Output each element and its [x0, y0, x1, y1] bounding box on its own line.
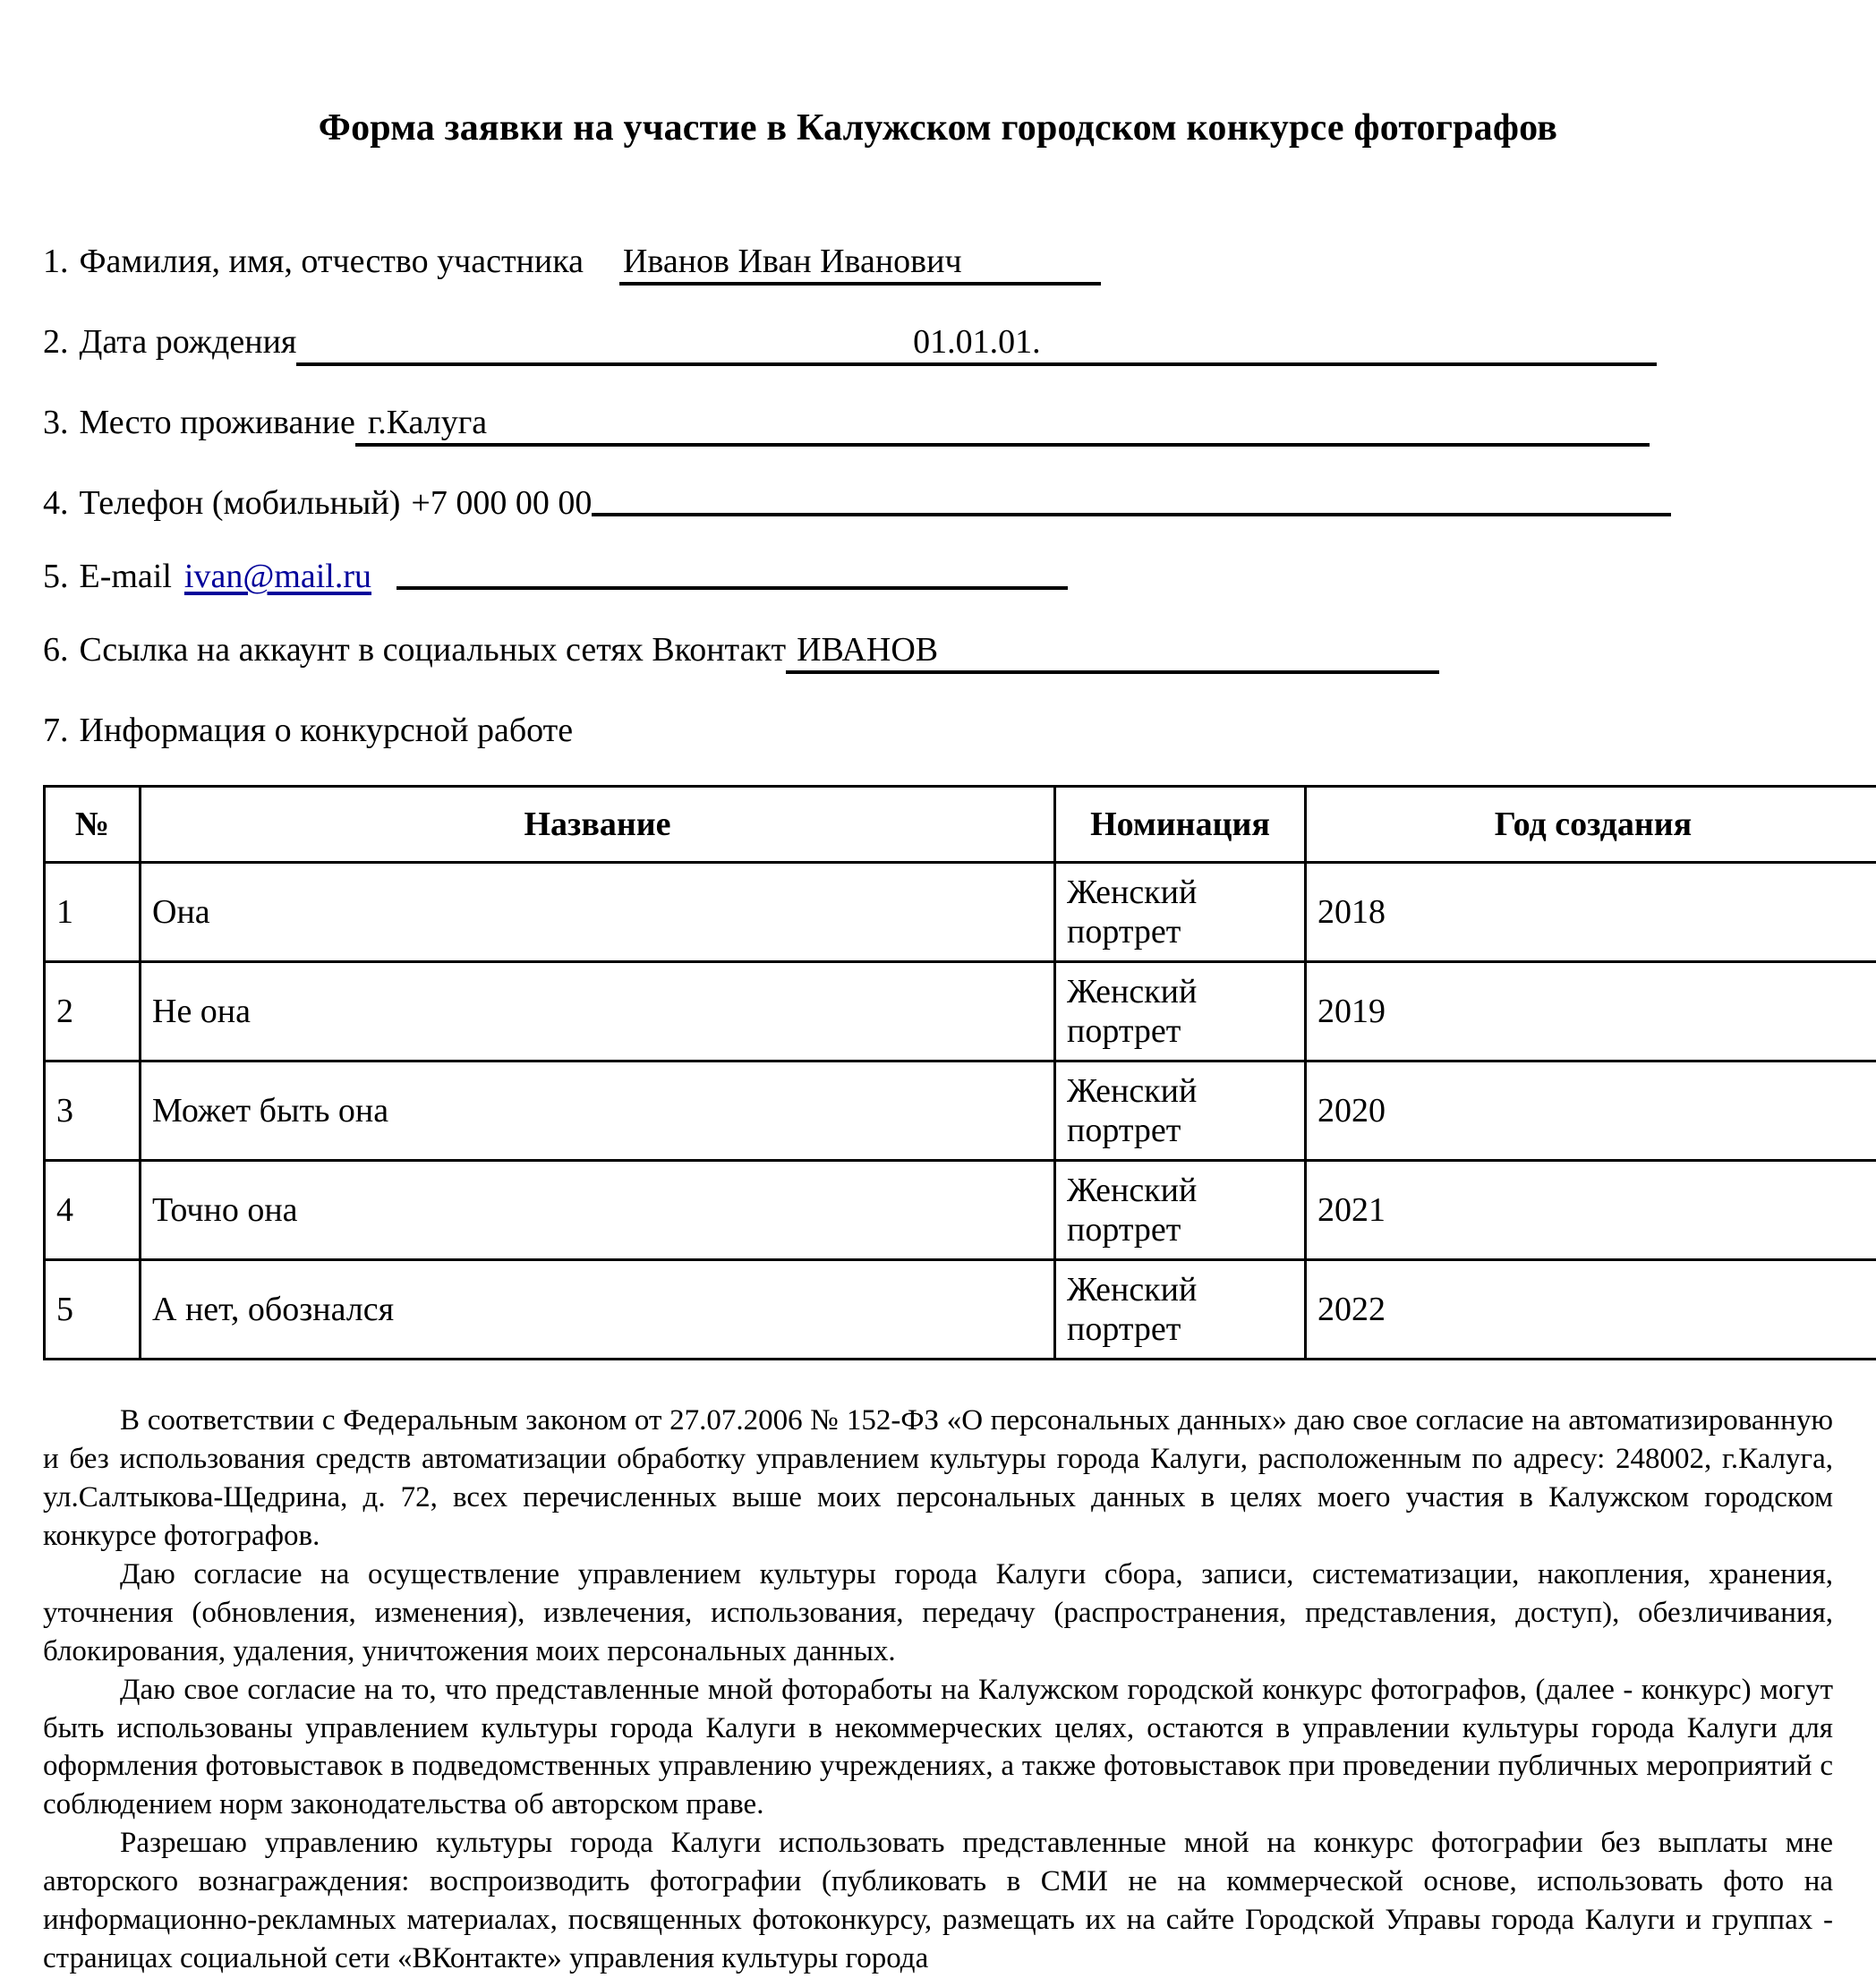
table-row — [45, 962, 1876, 1061]
table-row — [45, 1260, 1876, 1360]
consent-paragraph: Даю свое согласие на то, что представленные мной фотоработы на Калужском городской конкурс фотографов, (далее - конкурс) могут быть использованы управлением культуры города Калуги в некоммерческих целях, остаются в управлении культуры города Калуги для оформления фотовыставок в подведомственных управлению учреждениях, а также фотовыставок при проведении публичных мероприятий с соблюдением норм законодательства об авторском праве. — [43, 1671, 1833, 1825]
form-label-email-number: 5. — [43, 559, 69, 593]
form-label-email: E-mail — [69, 559, 172, 593]
form-label-residence: Место проживание — [69, 405, 355, 439]
form-value-fullname[interactable]: Иванов Иван Иванович — [619, 244, 1101, 286]
email-link[interactable]: ivan@mail.ru — [183, 559, 373, 593]
cell-name[interactable]: А нет, обознался — [141, 1260, 1055, 1360]
consent-paragraph: Разрешаю управлению культуры города Калуги использовать представленные мной на конкурс фотографии без выплаты мне авторского вознаграждения: воспроизводить фотографии (публиковать в СМИ не на коммерческой основе, использовать фото на информационно-рекламных материалах, посвященных фотоконкурсу, размещать их на сайте Городской Управы города Калуги и группах - страницах социальной сети «ВКонтакте» управления культуры города — [43, 1824, 1833, 1978]
cell-number[interactable]: 4 — [45, 1161, 141, 1260]
form-value-birthdate[interactable]: 01.01.01. — [296, 325, 1657, 366]
form-label-residence-number: 3. — [43, 405, 69, 439]
table-row — [45, 863, 1876, 962]
cell-nomination[interactable]: Женский портрет — [1055, 1260, 1306, 1360]
form-label-birthdate-number: 2. — [43, 325, 69, 359]
form-value-social[interactable]: ИВАНОВ — [786, 633, 1439, 674]
form-label-work-info-number: 7. — [43, 713, 69, 747]
table-row — [45, 1161, 1876, 1260]
form-row-social — [43, 633, 1833, 674]
cell-name[interactable]: Точно она — [141, 1161, 1055, 1260]
form-rule-phone — [592, 513, 1671, 516]
cell-year[interactable]: 2021 — [1306, 1161, 1876, 1260]
works-table — [43, 785, 1876, 1360]
form-label-social-number: 6. — [43, 633, 69, 667]
form-label-birthdate: Дата рождения — [69, 325, 297, 359]
table-header-nomination: Номинация — [1055, 787, 1306, 863]
cell-name[interactable]: Не она — [141, 962, 1055, 1061]
form-row-work-info — [43, 713, 1833, 747]
consent-paragraph: В соответствии с Федеральным законом от 27.07.2006 № 152-ФЗ «О персональных данных» даю свое согласие на автоматизированную и без использования средств автоматизации обработку управлением культуры города Калуги, расположенным по адресу: 248002, г.Калуга, ул.Салтыкова-Щедрина, д. 72, всех перечисленных выше моих персональных данных в целях моего участия в Калужском городском конкурсе фотографов. — [43, 1402, 1833, 1556]
cell-nomination[interactable]: Женский портрет — [1055, 962, 1306, 1061]
application-form-fields — [43, 244, 1833, 747]
cell-year[interactable]: 2022 — [1306, 1260, 1876, 1360]
form-row-residence — [43, 405, 1833, 447]
page-title: Форма заявки на участие в Калужском городском конкурсе фотографов — [43, 0, 1833, 150]
cell-name[interactable]: Может быть она — [141, 1061, 1055, 1161]
form-value-residence[interactable]: г.Калуга — [355, 405, 1650, 447]
form-label-phone-number: 4. — [43, 486, 69, 520]
cell-number[interactable]: 3 — [45, 1061, 141, 1161]
cell-year[interactable]: 2019 — [1306, 962, 1876, 1061]
form-label-fullname: Фамилия, имя, отчество участника — [69, 244, 584, 278]
cell-number[interactable]: 1 — [45, 863, 141, 962]
cell-name[interactable]: Она — [141, 863, 1055, 962]
form-row-phone — [43, 486, 1833, 520]
cell-number[interactable]: 2 — [45, 962, 141, 1061]
consent-section — [43, 1402, 1833, 1977]
table-header-row — [45, 787, 1876, 863]
form-label-fullname-number: 1. — [43, 244, 69, 278]
table-header-number: № — [45, 787, 141, 863]
form-row-birthdate — [43, 325, 1833, 366]
table-header-year: Год создания — [1306, 787, 1876, 863]
form-value-phone[interactable]: +7 000 00 00 — [400, 486, 592, 520]
table-header-name: Название — [141, 787, 1055, 863]
form-label-social: Ссылка на аккаунт в социальных сетях Вконтакт — [69, 633, 787, 667]
cell-nomination[interactable]: Женский портрет — [1055, 1061, 1306, 1161]
form-rule-email — [397, 586, 1068, 590]
cell-number[interactable]: 5 — [45, 1260, 141, 1360]
form-label-phone: Телефон (мобильный) — [69, 486, 401, 520]
cell-year[interactable]: 2020 — [1306, 1061, 1876, 1161]
table-row — [45, 1061, 1876, 1161]
cell-nomination[interactable]: Женский портрет — [1055, 863, 1306, 962]
form-row-email — [43, 559, 1833, 593]
consent-paragraph: Даю согласие на осуществление управлением культуры города Калуги сбора, записи, систематизации, накопления, хранения, уточнения (обновления, изменения), извлечения, использования, передачу (распространения, представления, доступ), обезличивания, блокирования, удаления, уничтожения моих персональных данных. — [43, 1556, 1833, 1671]
form-label-work-info: Информация о конкурсной работе — [69, 713, 574, 747]
form-row-fullname — [43, 244, 1833, 286]
cell-nomination[interactable]: Женский портрет — [1055, 1161, 1306, 1260]
cell-year[interactable]: 2018 — [1306, 863, 1876, 962]
